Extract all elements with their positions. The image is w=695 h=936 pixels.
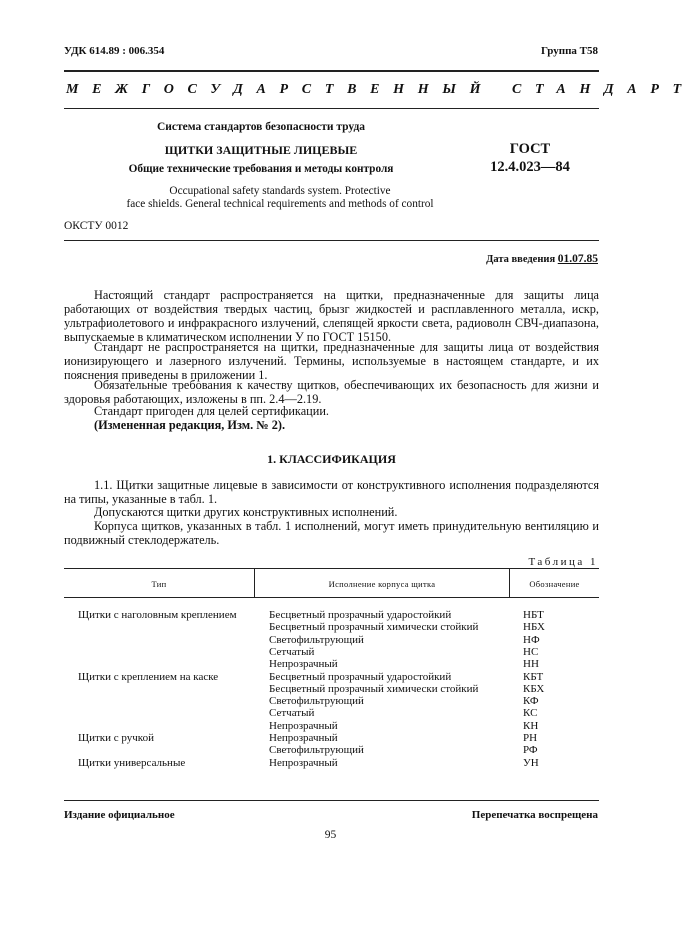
- row-body: Непрозрачный: [269, 719, 338, 732]
- intro-date-label: Дата введения: [486, 254, 556, 265]
- row-body: Непрозрачный: [269, 658, 338, 671]
- row-body: Сетчатый: [269, 707, 315, 720]
- top-rule: [64, 70, 599, 72]
- okstu-code: ОКСТУ 0012: [64, 220, 129, 232]
- gost-number: 12.4.023—84: [490, 159, 570, 175]
- intro-paragraph-1: Настоящий стандарт распространяется на щитки, предназначенные для защиты лица работающих от воздействия твердых частиц, брызг жидкостей и расплавленного металла, искр, ультрафиолетового и инфракрасного излучений, слепящей яркости света, радиоволн СВЧ-диапазона, выпускаемые в климатическом исполнении У по ГОСТ 15150.: [64, 288, 599, 344]
- row-code: УН: [523, 756, 539, 769]
- table-row: [64, 707, 599, 719]
- row-body: Светофильтрующий: [269, 744, 364, 757]
- row-body: Светофильтрующий: [269, 695, 364, 708]
- section-paragraph-2: Допускаются щитки других конструктивных исполнений.: [94, 505, 398, 519]
- row-body: Бесцветный прозрачный ударостойкий: [269, 670, 452, 683]
- table-row: [64, 646, 599, 658]
- row-code: РФ: [523, 744, 538, 757]
- group-code: Группа Т58: [540, 45, 598, 57]
- row-code: НБТ: [523, 609, 544, 621]
- col-header-body: Исполнение корпуса щитка: [328, 579, 436, 589]
- row-code: КС: [523, 707, 538, 720]
- row-code: НБХ: [523, 621, 545, 634]
- table-caption: Таблица 1: [528, 556, 598, 568]
- banner-left: МЕЖГОСУДАРСТВЕННЫЙ: [66, 82, 495, 97]
- reprint-prohibited: Перепечатка воспрещена: [471, 809, 598, 821]
- row-code: РН: [523, 732, 538, 744]
- footer-rule: [64, 800, 599, 801]
- table-row: [64, 683, 599, 695]
- intro-paragraph-3: Обязательные требования к качеству щитков, обеспечивающих их безопасность для жизни и здоровья работающих, изложены в пп. 2.4—2.19.: [64, 378, 599, 406]
- table-row: [64, 720, 599, 732]
- table-row: [64, 732, 599, 744]
- official-edition: Издание официальное: [64, 809, 175, 821]
- amendment-note: (Измененная редакция, Изм. № 2).: [94, 418, 286, 432]
- table-row: [64, 658, 599, 670]
- intro-paragraph-4: Стандарт пригоден для целей сертификации.: [94, 404, 329, 418]
- title-rule: [64, 240, 599, 241]
- col-header-code: Обозначение: [529, 579, 580, 589]
- udk-code: УДК 614.89 : 006.354: [64, 45, 165, 57]
- row-body: Светофильтрующий: [269, 633, 364, 646]
- section-heading: 1. КЛАССИФИКАЦИЯ: [267, 452, 396, 466]
- main-title: ЩИТКИ ЗАЩИТНЫЕ ЛИЦЕВЫЕ: [164, 143, 358, 157]
- intro-paragraph-2: Стандарт не распространяется на щитки, предназначенные для защиты лица от воздействия ионизирующего и лазерного излучений. Термины, используемые в настоящем стандарте, и их пояснения приведены в приложении 1.: [64, 340, 599, 382]
- row-body: Бесцветный прозрачный ударостойкий: [269, 609, 452, 621]
- standard-banner: [64, 82, 695, 102]
- row-code: КФ: [523, 695, 539, 708]
- row-body: Бесцветный прозрачный химически стойкий: [269, 621, 479, 634]
- page-number: 95: [324, 829, 337, 841]
- section-paragraph-1: 1.1. Щитки защитные лицевые в зависимости от конструктивного исполнения подразделяются на типы, указанные в табл. 1.: [64, 478, 599, 506]
- table-row: [64, 671, 599, 683]
- english-title: [100, 185, 460, 211]
- intro-date-value: 01.07.85: [557, 253, 598, 265]
- row-type: Щитки универсальные: [78, 756, 186, 769]
- section-paragraph-3: Корпуса щитков, указанных в табл. 1 исполнений, могут иметь принудительную вентиляцию и подвижный стеклодержатель.: [64, 519, 599, 547]
- table-row: [64, 695, 599, 707]
- row-code: НС: [523, 645, 539, 658]
- english-title-line2: face shields. General technical requirements and methods of control: [126, 198, 434, 210]
- row-code: КН: [523, 719, 539, 732]
- row-type: Щитки с креплением на каске: [78, 670, 219, 683]
- gost-label: ГОСТ: [509, 141, 551, 157]
- row-body: Непрозрачный: [269, 732, 338, 744]
- row-code: НН: [523, 658, 539, 671]
- row-code: КБХ: [523, 682, 545, 695]
- row-code: КБТ: [523, 670, 544, 683]
- col-header-type: Тип: [151, 579, 167, 589]
- table-row: [64, 609, 599, 621]
- sub-title: Общие технические требования и методы контроля: [128, 163, 394, 175]
- row-type: Щитки с ручкой: [78, 732, 154, 744]
- banner-rule: [64, 108, 599, 109]
- banner-right: СТАНДАРТ: [512, 82, 695, 97]
- table-row: [64, 744, 599, 756]
- table-header-rule: [64, 597, 599, 598]
- row-type: Щитки с наголовным креплением: [78, 609, 237, 621]
- intro-date: [486, 253, 598, 265]
- system-title: Система стандартов безопасности труда: [156, 121, 366, 133]
- row-body: Бесцветный прозрачный химически стойкий: [269, 682, 479, 695]
- table-row: [64, 621, 599, 633]
- row-body: Сетчатый: [269, 645, 315, 658]
- english-title-line1: Occupational safety standards system. Protective: [169, 185, 391, 197]
- table-row: [64, 634, 599, 646]
- table-top-rule: [64, 568, 599, 569]
- row-body: Непрозрачный: [269, 756, 338, 769]
- row-code: НФ: [523, 633, 540, 646]
- table-row: [64, 757, 599, 769]
